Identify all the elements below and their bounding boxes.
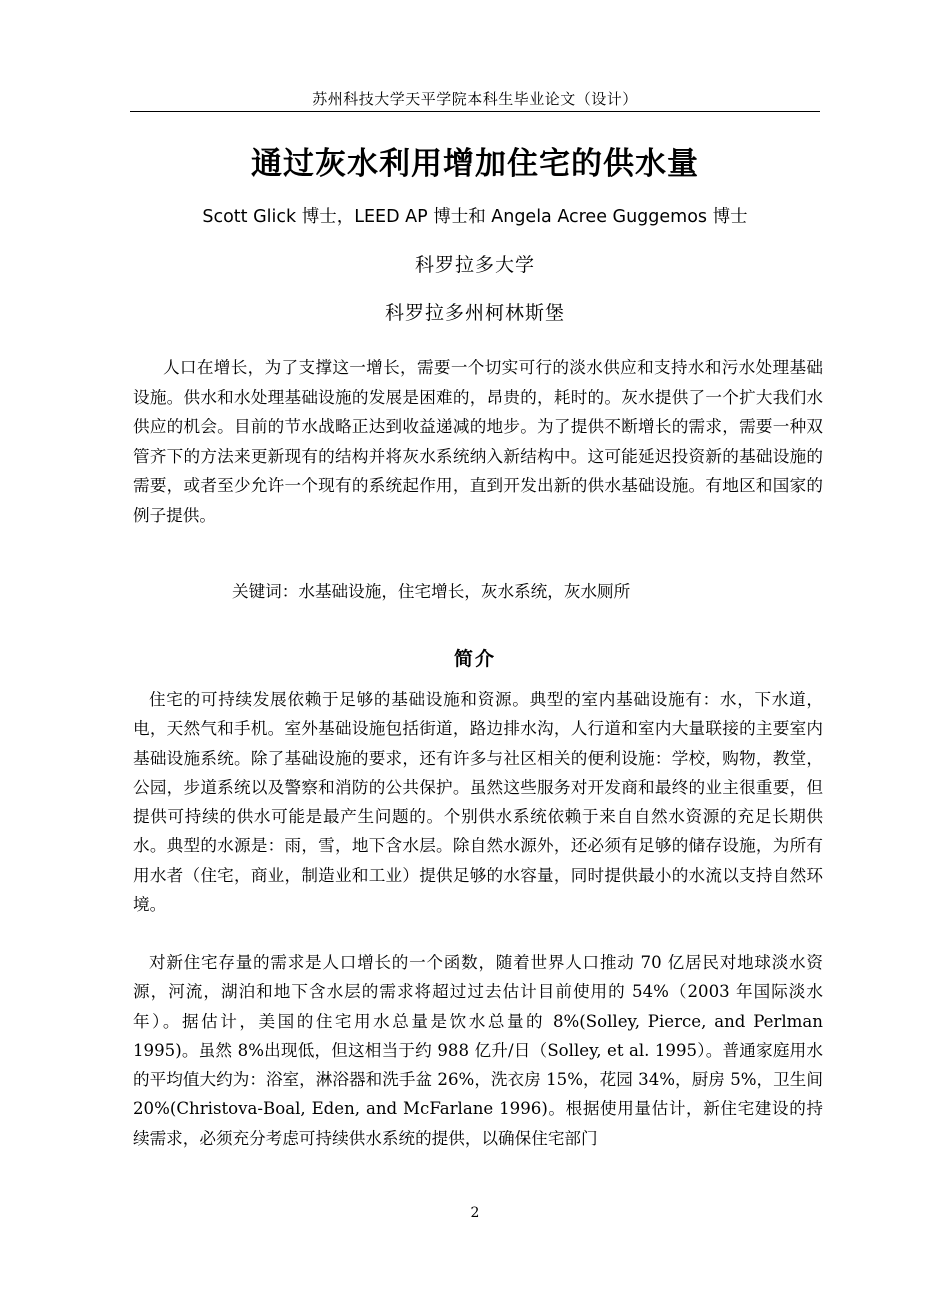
paper-title: 通过灰水利用增加住宅的供水量 xyxy=(251,146,699,182)
page-number: 2 xyxy=(470,1205,480,1221)
affiliation-location: 科罗拉多州柯林斯堡 xyxy=(384,302,565,324)
section-heading-introduction: 简介 xyxy=(453,648,496,670)
author-line: Scott Glick 博士，LEED AP 博士和 Angela Acree Guggemos 博士 xyxy=(202,207,748,227)
keywords-line: 关键词：水基础设施，住宅增长，灰水系统，灰水厕所 xyxy=(232,582,631,601)
running-header: 苏州科技大学天平学院本科生毕业论文（设计） xyxy=(312,90,638,108)
body-paragraph: 住宅的可持续发展依赖于足够的基础设施和资源。典型的室内基础设施有：水，下水道，电，天然气和手机。室外基础设施包括街道，路边排水沟，人行道和室内大量联接的主要室内基础设施系统。除了基础设施的要求，还有许多与社区相关的便利设施：学校，购物，教堂，公园，步道系统以及警察和消防的公共保护。虽然这些服务对开发商和最终的业主很重要，但提供可持续的供水可能是最产生问题的。个别供水系统依赖于来自自然水资源的充足长期供水。典型的水源是：雨，雪，地下含水层。除自然水源外，还必须有足够的储存设施，为所有用水者（住宅，商业，制造业和工业）提供足够的水容量，同时提供最小的水流以支持自然环境。 xyxy=(133,690,823,915)
affiliation-university: 科罗拉多大学 xyxy=(414,254,535,276)
header-rule xyxy=(130,111,820,112)
body-paragraph: 对新住宅存量的需求是人口增长的一个函数，随着世界人口推动 70 亿居民对地球淡水资源，河流，湖泊和地下含水层的需求将超过过去估计目前使用的 54%（2003 年国际淡水年）。据估计，美国的住宅用水总量是饮水总量的 8%(Solley, Pierce, and Perlman 1995)。虽然 8%出现低，但这相当于约 988 亿升/日（Solley, et al. 1995）。普通家庭用水的平均值大约为：浴室，淋浴器和洗手盆 26%，洗衣房 15%，花园 34%，厨房 5%，卫生间 20%(Christova-Boal, Eden, and McFarlane 1996)。根据使用量估计，新住宅建设的持续需求，必须充分考虑可持续供水系统的提供，以确保住宅部门 xyxy=(133,953,823,1148)
abstract-paragraph: 人口在增长，为了支撑这一增长，需要一个切实可行的淡水供应和支持水和污水处理基础设施。供水和水处理基础设施的发展是困难的，昂贵的，耗时的。灰水提供了一个扩大我们水供应的机会。目前的节水战略正达到收益递减的地步。为了提供不断增长的需求，需要一种双管齐下的方法来更新现有的结构并将灰水系统纳入新结构中。这可能延迟投资新的基础设施的需要，或者至少允许一个现有的系统起作用，直到开发出新的供水基础设施。有地区和国家的例子提供。 xyxy=(133,358,823,525)
